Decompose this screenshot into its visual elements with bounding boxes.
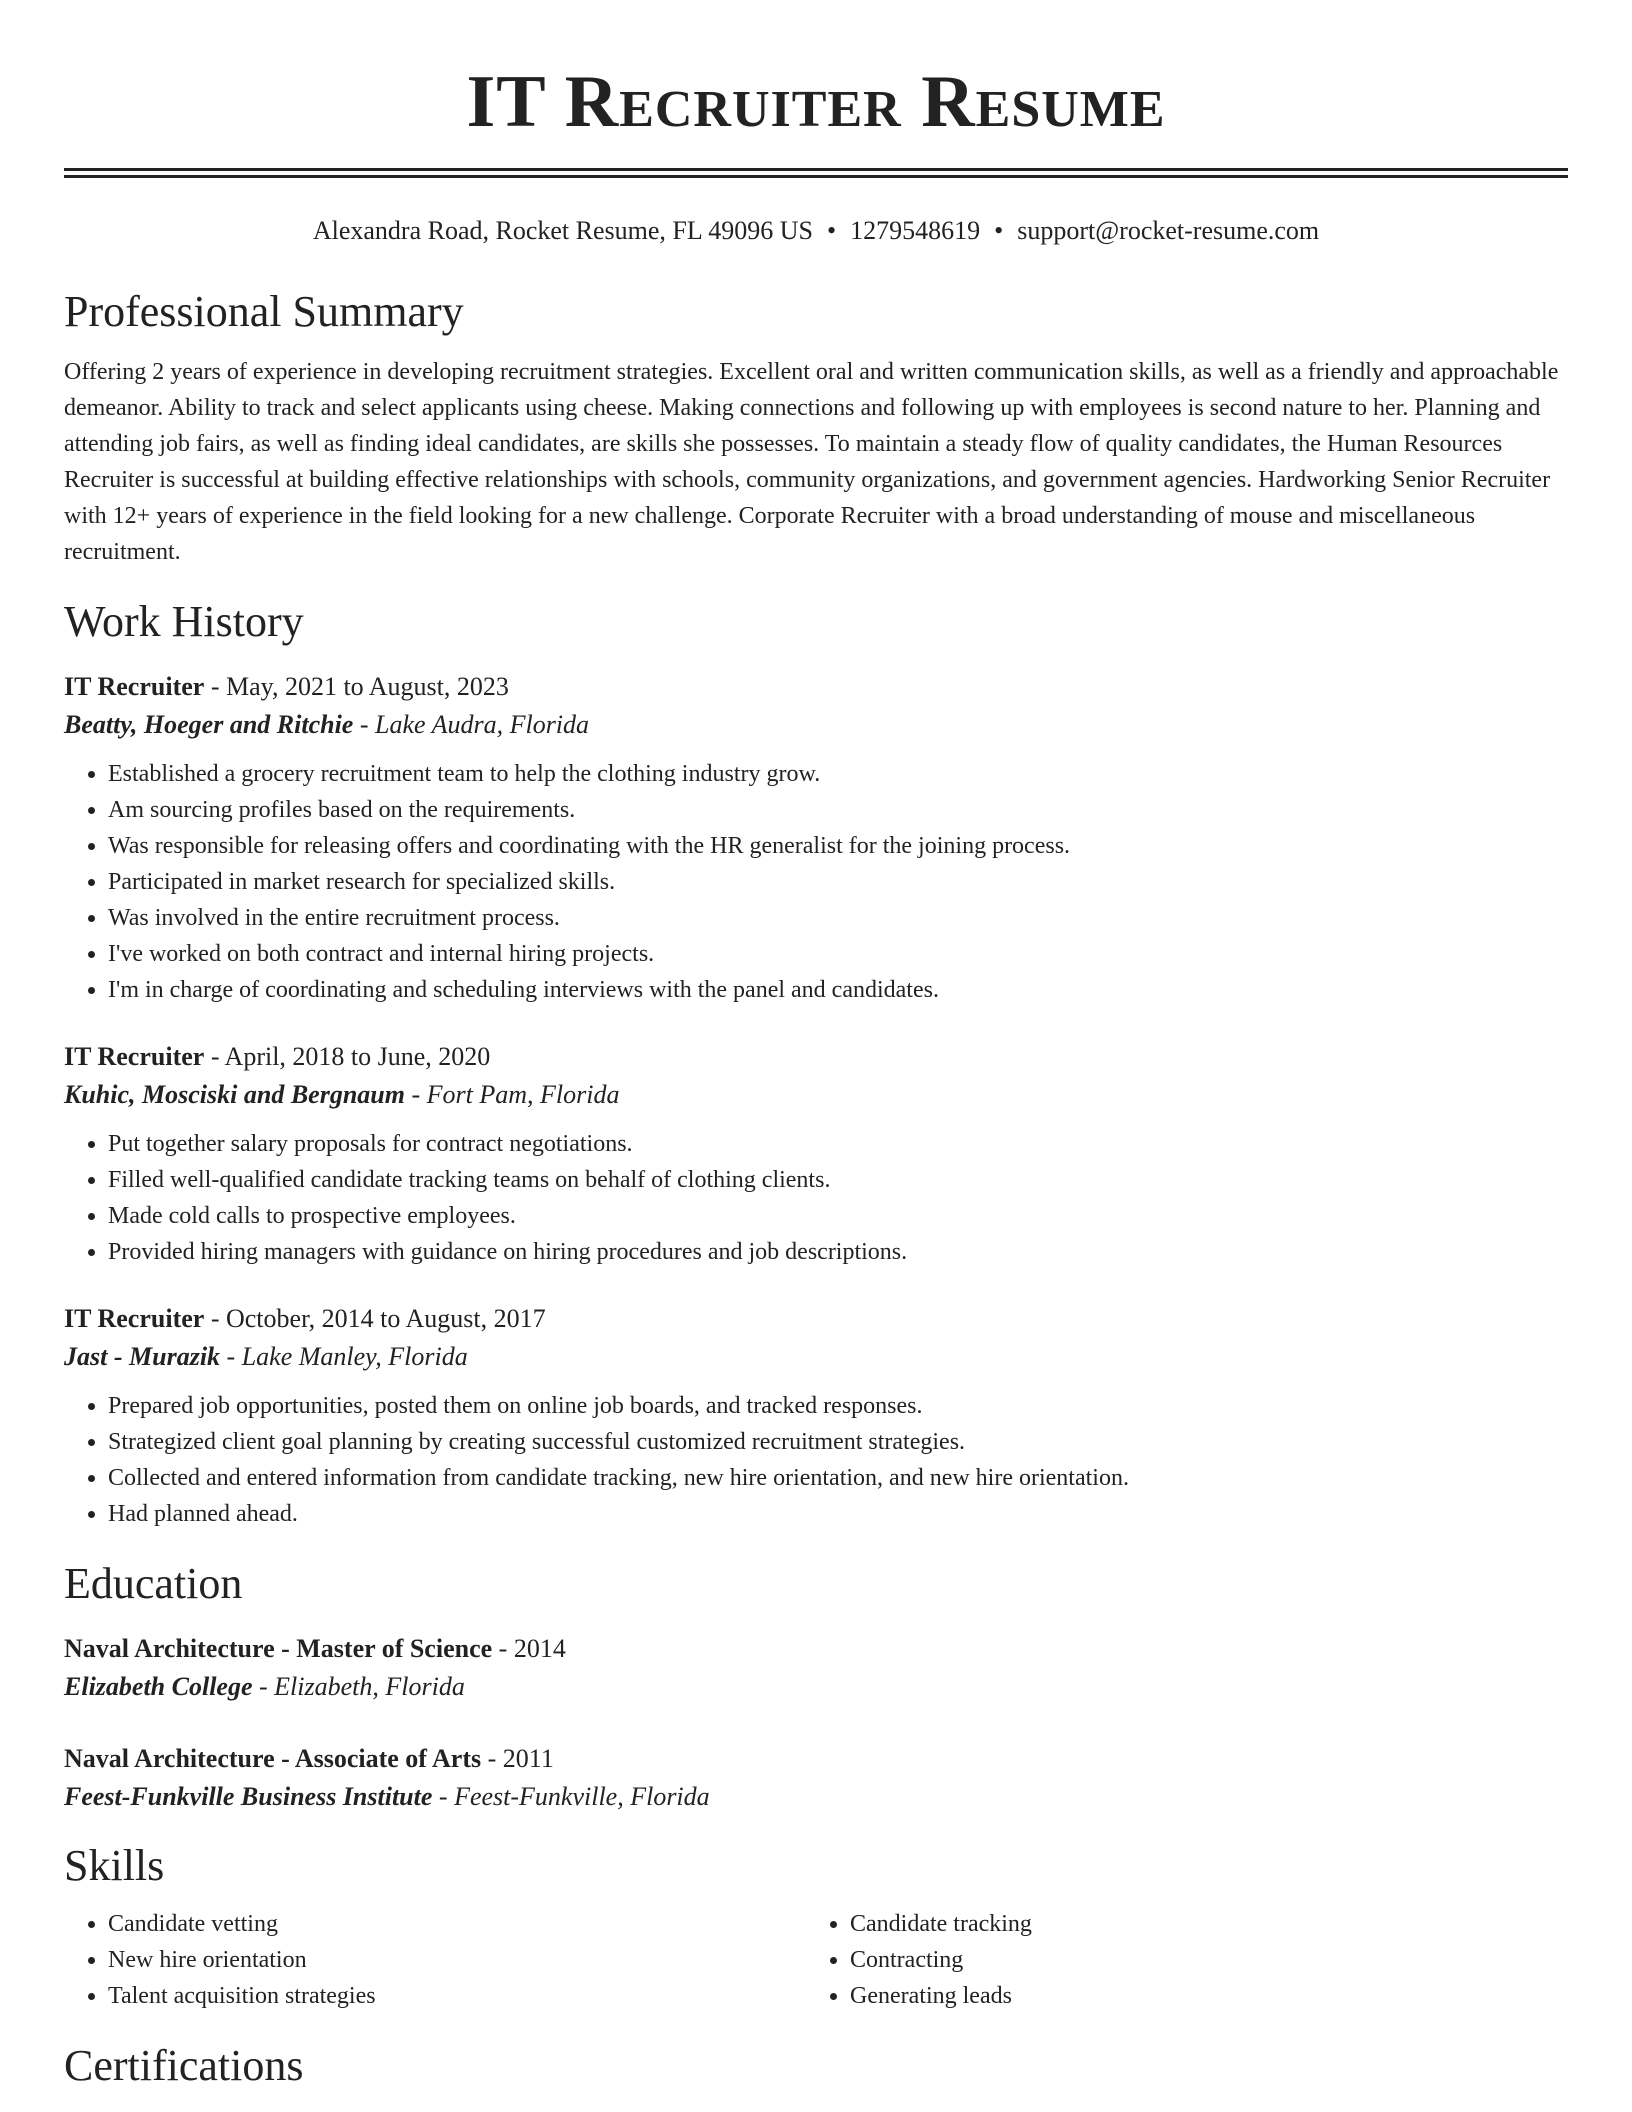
- education-degree: Naval Architecture - Master of Science: [64, 1634, 493, 1663]
- contact-email[interactable]: support@rocket-resume.com: [1017, 216, 1320, 245]
- dash: -: [492, 1634, 514, 1663]
- job-duties-list: [64, 1388, 1568, 1532]
- education-school: Elizabeth College: [64, 1672, 253, 1701]
- dash: -: [252, 1672, 275, 1701]
- contact-address: Alexandra Road, Rocket Resume, FL 49096 US: [312, 216, 814, 245]
- skill-item: • Candidate tracking: [850, 1906, 1548, 1942]
- skill-item: • Candidate vetting: [108, 1906, 806, 1942]
- job-location: Fort Pam, Florida: [426, 1080, 620, 1109]
- job-duty: • Established a grocery recruitment team to help the clothing industry grow.: [108, 756, 1568, 792]
- summary-heading: Professional Summary: [64, 287, 464, 336]
- job-duties-list: [64, 756, 1568, 1008]
- job-dates: May, 2021 to August, 2023: [225, 672, 509, 701]
- job-role-line: [64, 1300, 1568, 1338]
- job-dates: October, 2014 to August, 2017: [225, 1304, 546, 1333]
- job-duty: • Was responsible for releasing offers and coordinating with the HR generalist for the joining process.: [108, 828, 1568, 864]
- dash: -: [481, 1744, 503, 1773]
- job-duty: • Filled well-qualified candidate tracking teams on behalf of clothing clients.: [108, 1162, 1568, 1198]
- skill-item: • Contracting: [850, 1942, 1548, 1978]
- contact-separator: •: [994, 216, 1004, 245]
- resume-page: [64, 0, 1568, 2092]
- job-org-line: [64, 1338, 1568, 1376]
- contact-separator: •: [827, 216, 837, 245]
- dash: -: [404, 1080, 427, 1109]
- job-duty: • Was involved in the entire recruitment process.: [108, 900, 1568, 936]
- skill-item: • Generating leads: [850, 1978, 1548, 2014]
- job-role: IT Recruiter: [64, 1042, 205, 1071]
- education-degree: Naval Architecture - Associate of Arts: [64, 1744, 482, 1773]
- title-double-rule: [64, 168, 1568, 178]
- job-duty: • Made cold calls to prospective employees.: [108, 1198, 1568, 1234]
- education-school-line: [64, 1668, 1568, 1706]
- job-role: IT Recruiter: [64, 1304, 205, 1333]
- skills-heading: Skills: [64, 1841, 165, 1890]
- job-location: Lake Manley, Florida: [241, 1342, 468, 1371]
- job-duty: • Provided hiring managers with guidance on hiring procedures and job descriptions.: [108, 1234, 1568, 1270]
- skill-item: • Talent acquisition strategies: [108, 1978, 806, 2014]
- job-entry: [64, 1300, 1568, 1532]
- resume-title: IT Recruiter Resume: [466, 61, 1166, 143]
- dash: -: [204, 1304, 226, 1333]
- job-duty: • I've worked on both contract and internal hiring projects.: [108, 936, 1568, 972]
- contact-line: [64, 214, 1568, 248]
- job-duty: • Collected and entered information from candidate tracking, new hire orientation, and new hire orientation.: [108, 1460, 1568, 1496]
- job-duty: • Prepared job opportunities, posted them on online job boards, and tracked responses.: [108, 1388, 1568, 1424]
- job-duty: • Am sourcing profiles based on the requirements.: [108, 792, 1568, 828]
- job-duty: • I'm in charge of coordinating and scheduling interviews with the panel and candidates.: [108, 972, 1568, 1008]
- job-dates: April, 2018 to June, 2020: [224, 1042, 491, 1071]
- education-location: Feest-Funkville, Florida: [454, 1782, 710, 1811]
- education-degree-line: [64, 1740, 1568, 1778]
- certifications-heading: Certifications: [64, 2041, 304, 2090]
- job-company: Kuhic, Mosciski and Bergnaum: [64, 1080, 405, 1109]
- dash: -: [353, 710, 376, 739]
- education-degree-line: [64, 1630, 1568, 1668]
- education-school: Feest-Funkville Business Institute: [64, 1782, 433, 1811]
- job-org-line: [64, 706, 1568, 744]
- job-role-line: [64, 1038, 1568, 1076]
- job-duty: • Participated in market research for specialized skills.: [108, 864, 1568, 900]
- job-entry: [64, 1038, 1568, 1270]
- education-year: 2014: [513, 1634, 566, 1663]
- education-entry: [64, 1740, 1568, 1816]
- contact-phone: 1279548619: [850, 216, 981, 245]
- skills-columns: [64, 1906, 1568, 2014]
- education-year: 2011: [502, 1744, 554, 1773]
- education-location: Elizabeth, Florida: [274, 1672, 465, 1701]
- skills-list-left: [64, 1906, 806, 2014]
- job-duty: • Strategized client goal planning by creating successful customized recruitment strategies.: [108, 1424, 1568, 1460]
- job-duties-list: [64, 1126, 1568, 1270]
- work-history-heading: Work History: [64, 597, 304, 646]
- education-heading: Education: [64, 1559, 243, 1608]
- dash: -: [204, 1042, 225, 1071]
- dash: -: [204, 672, 226, 701]
- job-company: Beatty, Hoeger and Ritchie: [64, 710, 354, 739]
- job-duty: • Had planned ahead.: [108, 1496, 1568, 1532]
- skills-list-right: [806, 1906, 1548, 2014]
- job-company: Jast - Murazik: [64, 1342, 221, 1371]
- job-duty: • Put together salary proposals for contract negotiations.: [108, 1126, 1568, 1162]
- job-entry: [64, 668, 1568, 1008]
- summary-text: Offering 2 years of experience in developing recruitment strategies. Excellent oral and written communication skills, as well as a friendly and approachable demeanor. Ability to track and select applicants using cheese. Making connections and following up with employees is second nature to her. Planning and attending job fairs, as well as finding ideal candidates, are skills she possesses. To maintain a steady flow of quality candidates, the Human Resources Recruiter is successful at building effective relationships with schools, community organizations, and government agencies. Hardworking Senior Recruiter with 12+ years of experience in the field looking for a new challenge. Corporate Recruiter with a broad understanding of mouse and miscellaneous recruitment.: [64, 359, 1559, 565]
- dash: -: [432, 1782, 455, 1811]
- education-entry: [64, 1630, 1568, 1706]
- job-role: IT Recruiter: [64, 672, 205, 701]
- dash: -: [220, 1342, 242, 1371]
- education-school-line: [64, 1778, 1568, 1816]
- job-role-line: [64, 668, 1568, 706]
- job-org-line: [64, 1076, 1568, 1114]
- skill-item: • New hire orientation: [108, 1942, 806, 1978]
- job-location: Lake Audra, Florida: [375, 710, 590, 739]
